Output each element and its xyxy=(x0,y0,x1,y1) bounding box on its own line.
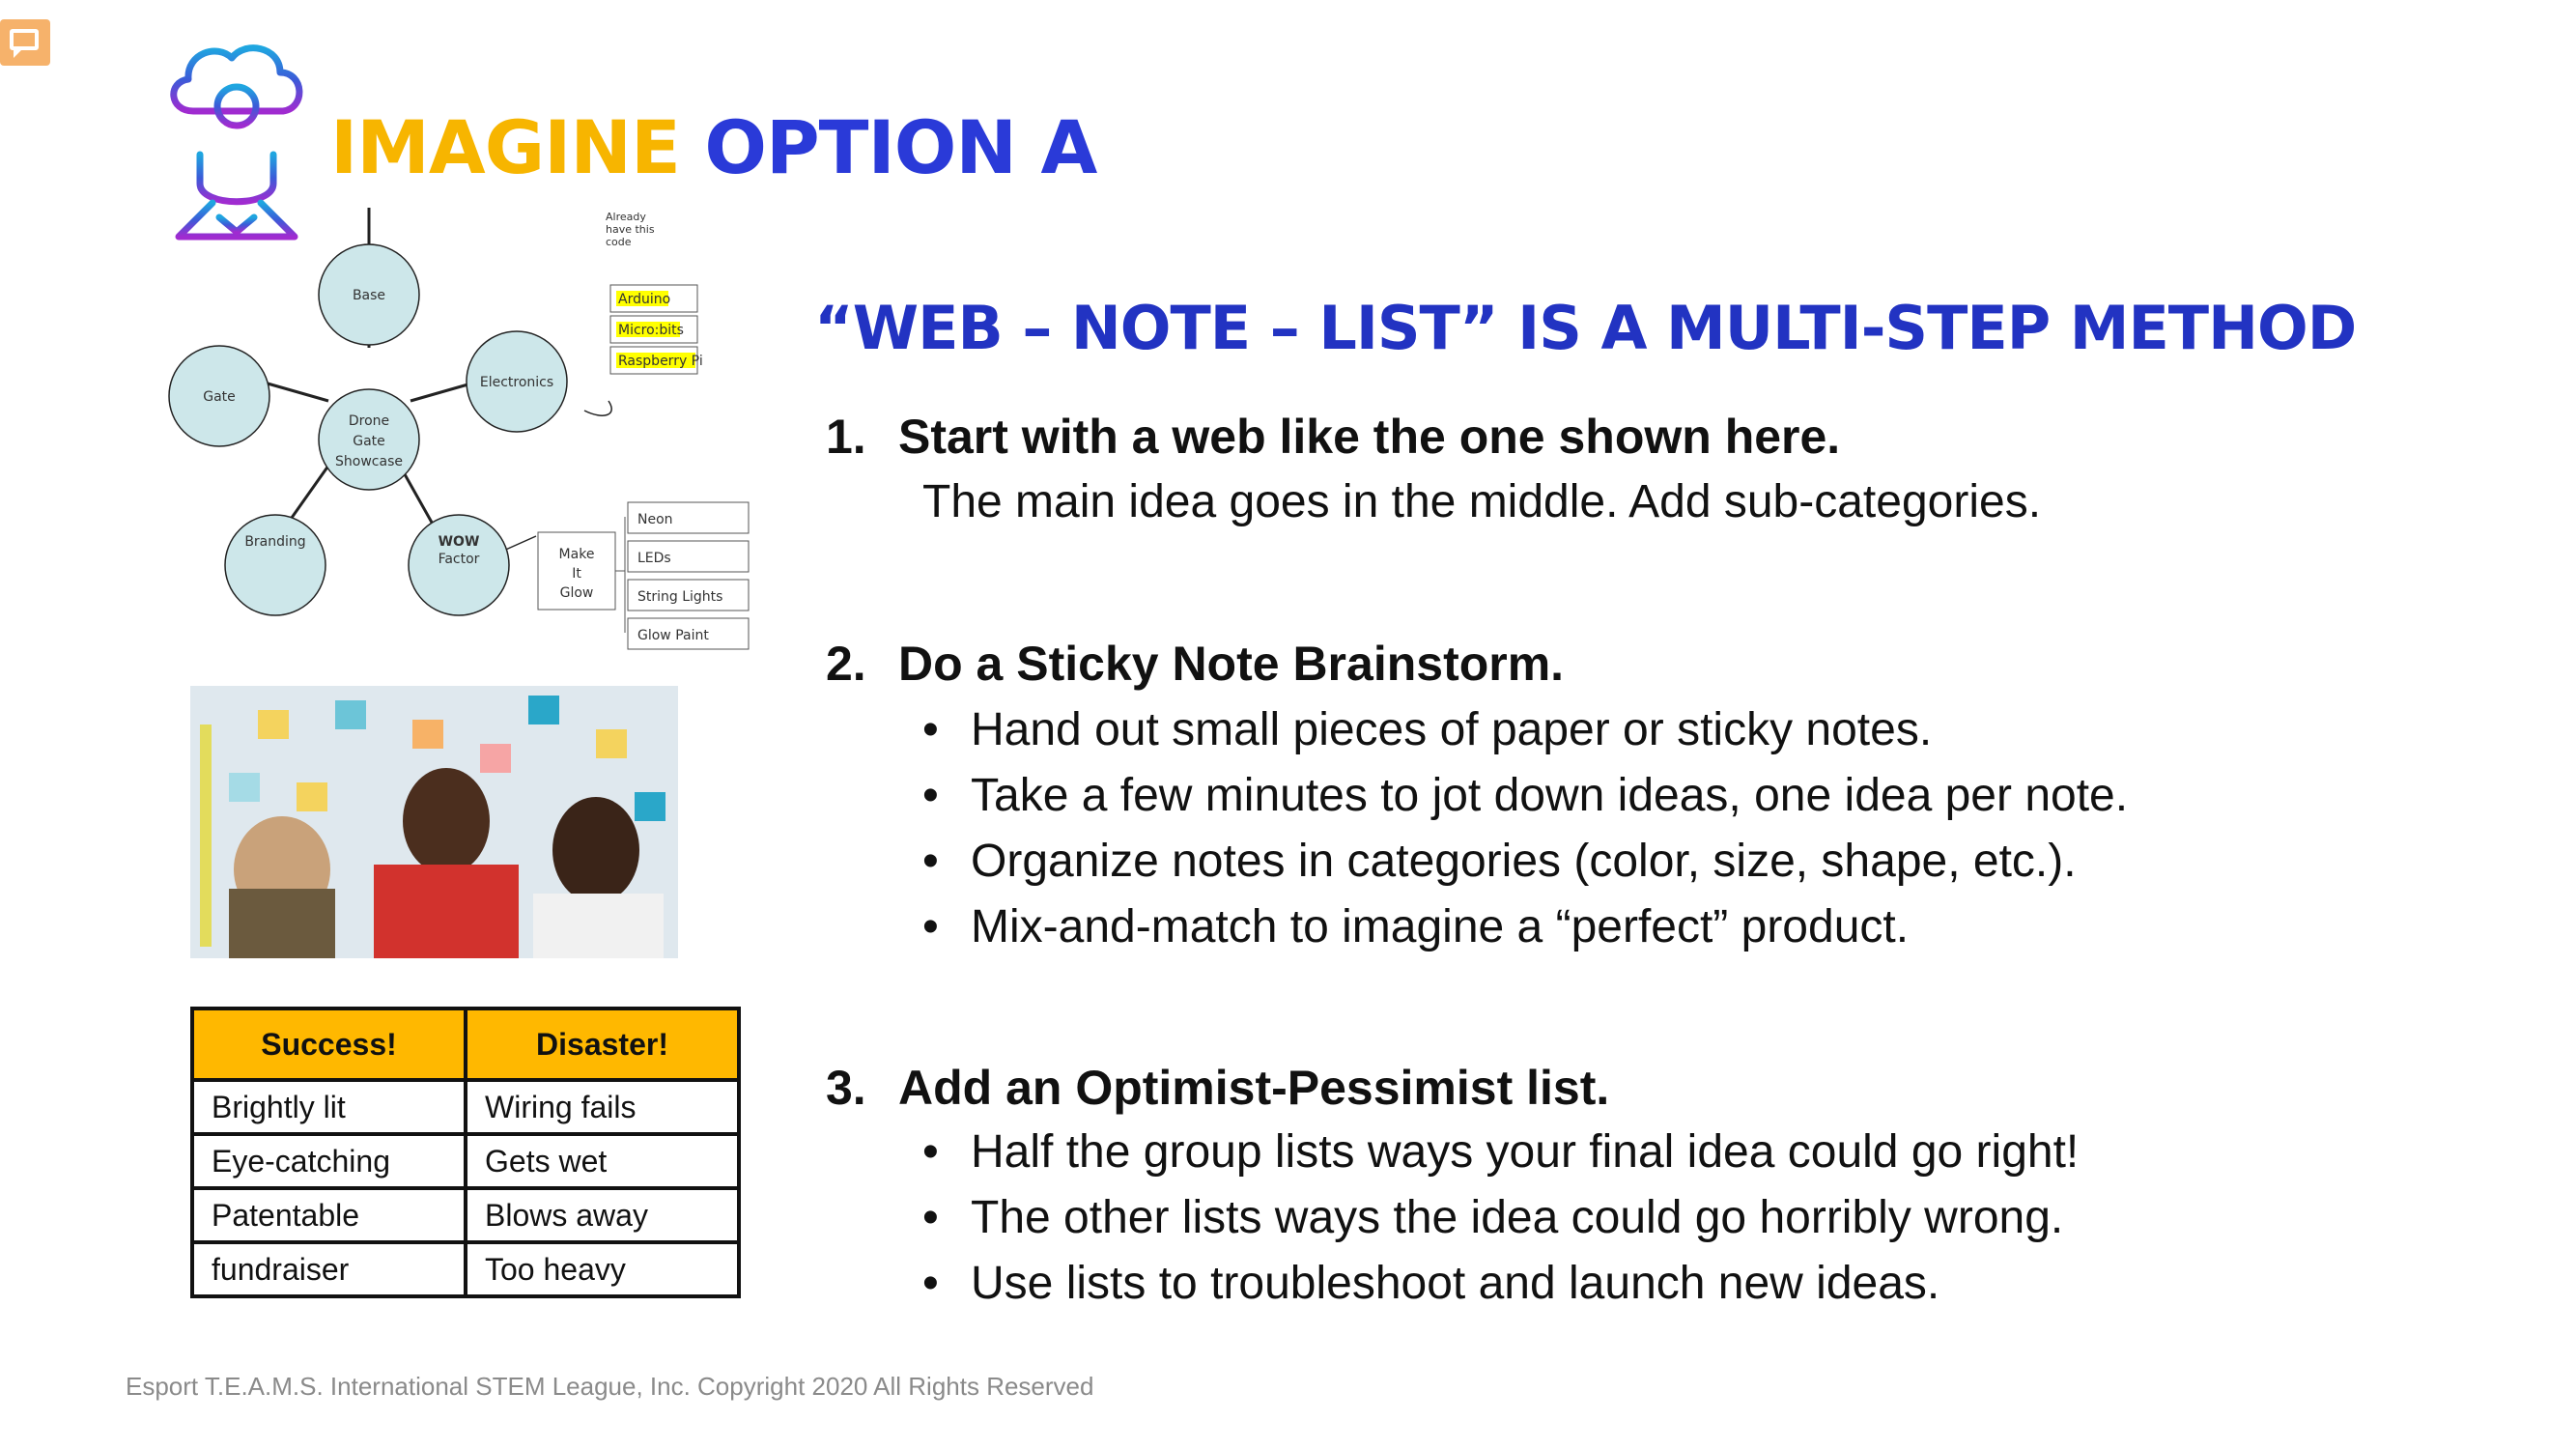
table-cell: Brightly lit xyxy=(192,1080,466,1134)
mind-label-gate: Gate xyxy=(203,389,236,405)
mind-label-electronics: Electronics xyxy=(479,375,554,390)
step-1-number: 1. xyxy=(826,410,866,464)
table-cell: Gets wet xyxy=(466,1134,739,1188)
table-row xyxy=(192,1188,739,1242)
table-cell: Wiring fails xyxy=(466,1080,739,1134)
electronics-item-2: Micro:bits xyxy=(618,323,684,338)
table-row xyxy=(192,1080,739,1134)
table-cell: fundraiser xyxy=(192,1242,466,1296)
glow-item-1: Neon xyxy=(637,512,673,527)
bullet-item: • Organize notes in categories (color, size, shape, etc.). xyxy=(922,836,2077,887)
brainstorm-photo xyxy=(190,686,678,958)
copyright-footer: Esport T.E.A.M.S. International STEM League, Inc. Copyright 2020 All Rights Reserved xyxy=(126,1372,1094,1401)
mind-note-3: code xyxy=(606,236,632,248)
title-part-2: OPTION A xyxy=(704,104,1097,190)
page-title xyxy=(330,104,1096,190)
mind-note-1: Already xyxy=(606,211,646,223)
mind-label-center-1: Drone xyxy=(348,413,390,429)
title-part-1: IMAGINE xyxy=(330,104,680,190)
table-cell: Patentable xyxy=(192,1188,466,1242)
table-cell: Too heavy xyxy=(466,1242,739,1296)
bullet-item: • Mix-and-match to imagine a “perfect” product. xyxy=(922,901,1910,952)
mind-label-wow-2: Factor xyxy=(438,552,480,567)
step-1-heading xyxy=(826,409,2468,467)
table-cell: Eye-catching xyxy=(192,1134,466,1188)
mind-map-diagram xyxy=(159,208,763,662)
glow-label-3: Glow xyxy=(559,585,594,601)
mind-label-wow-1: WOW xyxy=(438,534,480,550)
step-3-number: 3. xyxy=(826,1061,866,1115)
mind-label-center-2: Gate xyxy=(353,434,385,449)
step-2-heading xyxy=(826,636,2468,694)
table-cell: Blows away xyxy=(466,1188,739,1242)
glow-item-2: LEDs xyxy=(637,551,671,566)
step-2-number: 2. xyxy=(826,637,866,691)
step-3-title: Add an Optimist-Pessimist list. xyxy=(898,1061,1610,1115)
mind-label-base: Base xyxy=(352,288,386,303)
glow-item-4: Glow Paint xyxy=(637,628,709,643)
glow-item-3: String Lights xyxy=(637,589,723,605)
bullet-item: • Use lists to troubleshoot and launch new ideas. xyxy=(922,1258,1940,1309)
table-header-success: Success! xyxy=(192,1009,466,1080)
table-row xyxy=(192,1134,739,1188)
step-3-heading xyxy=(826,1060,2468,1118)
bullet-item: • Half the group lists ways your final idea could go right! xyxy=(922,1126,2080,1178)
mind-node-branding xyxy=(225,515,326,615)
mind-label-center-3: Showcase xyxy=(335,454,403,469)
electronics-item-3: Raspberry Pi xyxy=(618,354,703,369)
mind-label-branding: Branding xyxy=(244,534,306,550)
step-1-title: Start with a web like the one shown here. xyxy=(898,410,1841,464)
mind-note-2: have this xyxy=(606,223,655,236)
bullet-item: • Take a few minutes to jot down ideas, one idea per note. xyxy=(922,770,2129,821)
step-2-title: Do a Sticky Note Brainstorm. xyxy=(898,637,1565,691)
section-subtitle: “WEB – NOTE – LIST” IS A MULTI-STEP METHOD xyxy=(814,293,2357,363)
table-header-disaster: Disaster! xyxy=(466,1009,739,1080)
step-1-text: The main idea goes in the middle. Add sub-categories. xyxy=(922,476,2042,527)
bullet-item: • Hand out small pieces of paper or sticky notes. xyxy=(922,704,1933,755)
glow-label-2: It xyxy=(572,566,581,582)
optimist-pessimist-table xyxy=(190,1007,741,1298)
electronics-item-1: Arduino xyxy=(618,292,671,307)
table-header-row xyxy=(192,1009,739,1080)
comment-icon[interactable] xyxy=(0,19,50,66)
glow-label-1: Make xyxy=(558,547,595,562)
bullet-item: • The other lists ways the idea could go horribly wrong. xyxy=(922,1192,2064,1243)
table-row xyxy=(192,1242,739,1296)
